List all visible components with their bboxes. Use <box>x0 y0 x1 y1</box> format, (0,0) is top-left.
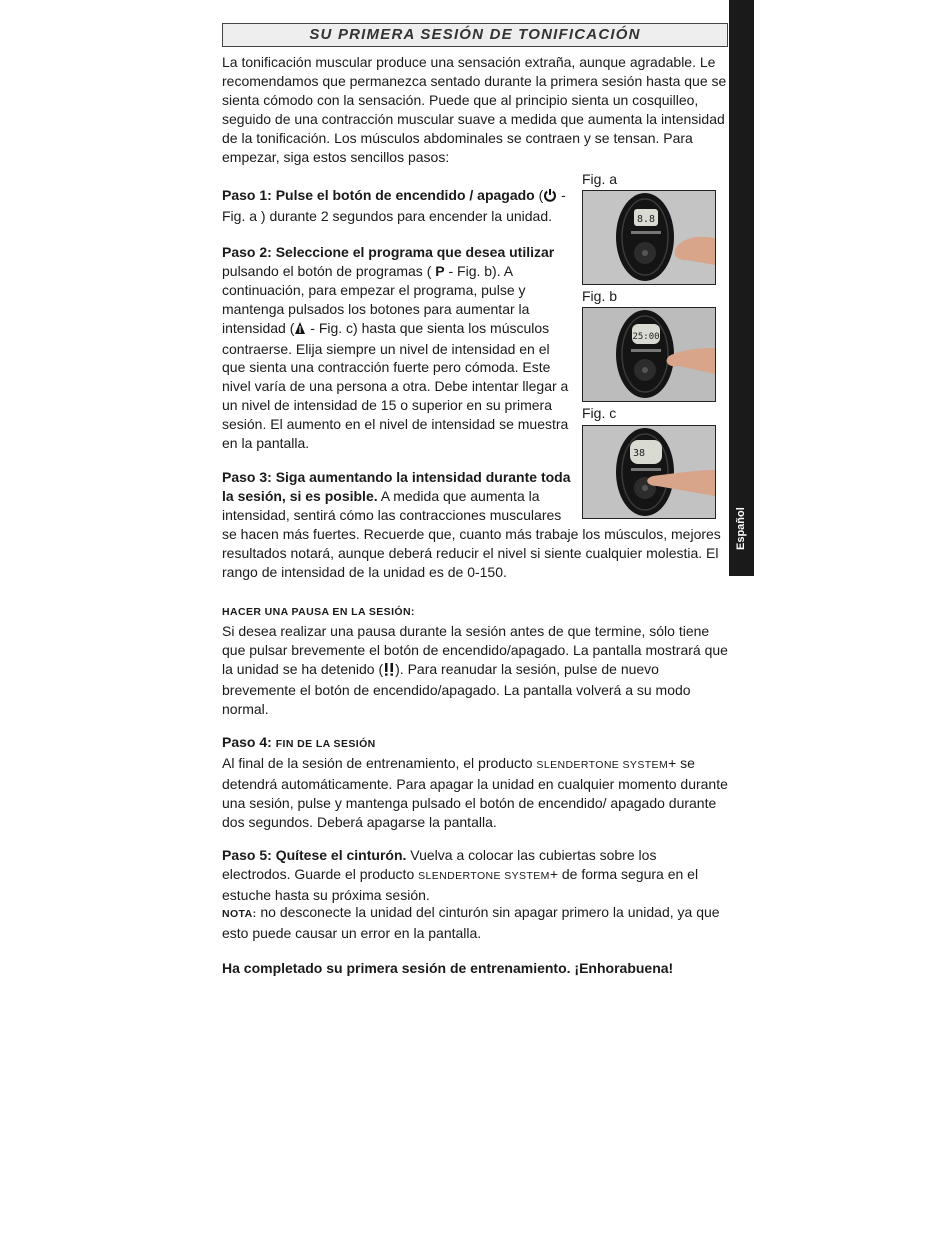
fig-b-image <box>582 307 716 402</box>
step-1-paragraph <box>222 186 572 226</box>
note-paragraph <box>222 903 728 943</box>
pause-section <box>222 601 728 718</box>
step-1-fig-ref: - Fig. a ) <box>222 187 566 224</box>
step-5-text-b: + de forma segura en el estuche hasta su próxima sesión. <box>222 865 699 903</box>
step-2-text-a: pulsando el botón de programas ( <box>222 262 436 279</box>
step-2-text-c: - Fig. c) hasta que sienta los músculos contraerse. Elija siempre un nivel de intensidad en el que sienta una contracción fuerte pero cómoda. Este nivel varía de una persona a otra. Debe intentar llegar a un nivel de intensidad de 15 o superior en su primera sesión. El aumento en el nivel de intensidad se muestra en la pantalla. <box>222 319 569 452</box>
note-text: no desconecte la unidad del cinturón sin apagar primero la unidad, ya que esto puede causar un error en la pantalla. <box>222 904 720 941</box>
program-p-symbol: P <box>435 262 445 279</box>
step-1-text: durante 2 segundos para encender la unidad. <box>265 207 553 224</box>
fig-b-caption: Fig. b <box>582 288 618 304</box>
note-label: NOTA: <box>222 908 257 920</box>
step-4-text-b: + se detendrá automáticamente. Para apagar la unidad en cualquier momento durante una sesión, pulse y mantenga pulsado el botón de encendido/ apagado durante dos segundos. Deberá apagarse la pantalla. <box>222 754 728 830</box>
language-tab-label: Español <box>735 507 747 550</box>
fig-c-caption: Fig. c <box>582 405 617 421</box>
step-1-heading: Paso 1: Pulse el botón de encendido / apagado <box>222 187 535 203</box>
step-3-paragraph-top <box>222 468 572 525</box>
fig-a-display: 8.8 <box>636 214 656 225</box>
language-side-tab <box>729 0 754 576</box>
step-4-heading-sc: FIN DE LA SESIÓN <box>275 738 376 750</box>
pause-text-a: Si desea realizar una pausa durante la sesión antes de que termine, sólo tiene que pulsar brevemente el botón de encendido/apagado. La pantalla mostrará que la unidad se ha detenido ( <box>222 622 728 677</box>
step-1-paren: ( <box>534 187 544 203</box>
step-3-heading: Paso 3: Siga aumentando la intensidad durante toda la sesión, si es posible. <box>222 469 571 504</box>
fig-c-display: 38 <box>632 448 646 459</box>
step-5-paragraph <box>222 846 728 905</box>
up-arrow-icon <box>294 321 306 340</box>
step-4-heading: Paso 4: <box>222 734 272 750</box>
power-icon <box>543 188 557 207</box>
fig-a-caption: Fig. a <box>582 171 618 187</box>
step-4-section <box>222 733 728 832</box>
fig-c-image <box>582 425 716 519</box>
fig-b-display: 25:00 <box>632 332 660 342</box>
step-3-text-narrow: A medida que aumenta la intensidad, sentirá cómo las contracciones musculares <box>222 487 562 523</box>
intro-paragraph: La tonificación muscular produce una sensación extraña, aunque agradable. Le recomendamos que permanezca sentado durante la primera sesión hasta que se sienta cómodo con la sensación. Puede que al principio sienta un cosquilleo, seguido de una contracción muscular suave a medida que aumenta la intensidad de la tonificación. Los músculos abdominales se contraen y se tensan. Para empezar, siga estos sencillos pasos: <box>222 54 727 165</box>
pause-text-b: ). Para reanudar la sesión, pulse de nuevo brevemente el botón de encendido/apagado. La pantalla volverá a su modo normal. <box>222 660 691 717</box>
step-3-paragraph-bottom: se hacen más fuertes. Recuerde que, cuanto más trabaje los músculos, mejores resultados notará, aunque deberá reducir el nivel si siente cualquier molestia. El rango de intensidad de la unidad es de 0-150. <box>222 526 721 580</box>
step-2-heading: Paso 2: Seleccione el programa que desea utilizar <box>222 244 555 260</box>
closing-line <box>222 959 728 978</box>
step-5-text-a: Vuelva a colocar las cubiertas sobre los electrodos. Guarde el producto <box>222 847 657 882</box>
step-5-heading: Paso 5: Quítese el cinturón. <box>222 847 407 863</box>
step-4-text-a: Al final de la sesión de entrenamiento, el producto <box>222 754 537 771</box>
pause-heading: HACER UNA PAUSA EN LA SESIÓN: <box>222 606 415 618</box>
step-2-text-b: - Fig. b). A continuación, para empezar el programa, pulse y mantenga pulsados los botones para aumentar la intensidad ( <box>222 262 530 336</box>
step-5-product-name: SLENDERTONE SYSTEM <box>418 869 550 882</box>
page-title: SU PRIMERA SESIÓN DE TONIFICACIÓN <box>222 23 728 47</box>
fig-a-image <box>582 190 716 285</box>
step-2-paragraph <box>222 243 572 453</box>
step-4-product-name: SLENDERTONE SYSTEM <box>536 758 669 771</box>
pause-icon <box>383 662 395 681</box>
closing-text: Ha completado su primera sesión de entrenamiento. ¡Enhorabuena! <box>222 960 674 976</box>
